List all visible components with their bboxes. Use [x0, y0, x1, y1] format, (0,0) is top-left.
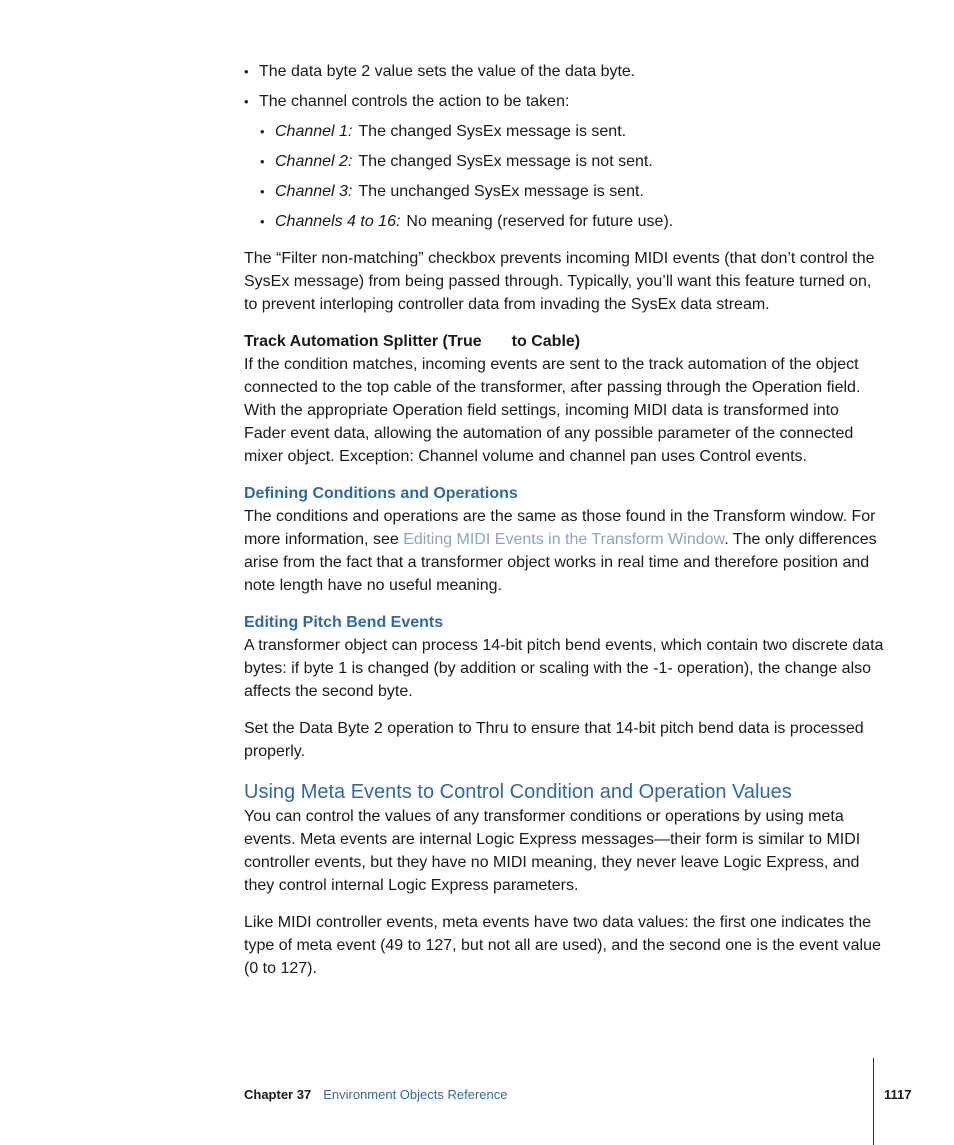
- page-body: [244, 60, 884, 980]
- track-automation-heading-part2: to Cable): [511, 333, 581, 350]
- channel-item: [260, 150, 884, 173]
- channel-item: [260, 210, 884, 233]
- bullet-channel-controls: • The channel controls the action to be taken:: [244, 90, 884, 113]
- meta-events-heading: Using Meta Events to Control Condition and Operation Values: [244, 781, 792, 803]
- meta-events-body-2: Like MIDI controller events, meta events have two data values: the first one indicates the type of meta event (49 to 127, but not all are used), and the second one is the event value (0 to 127).: [244, 914, 881, 977]
- pitch-bend-body-1: A transformer object can process 14-bit pitch bend events, which contain two discrete data bytes: if byte 1 is changed (by addition or scaling with the -1- operation), the change also affects the second byte.: [244, 637, 884, 700]
- pitch-bend-heading: Editing Pitch Bend Events: [244, 614, 444, 631]
- pitch-bend-body-2: Set the Data Byte 2 operation to Thru to ensure that 14-bit pitch bend data is processed properly.: [244, 720, 864, 760]
- footer-divider: [873, 1058, 874, 1145]
- channel-term: Channel 1:: [275, 123, 353, 140]
- channel-term: Channels 4 to 16:: [275, 213, 401, 230]
- channel-sub-list: [244, 120, 884, 233]
- filter-paragraph: The “Filter non-matching” checkbox prevents incoming MIDI events (that don’t control the SysEx message) from being passed through. Typically, you’ll want this feature turned on, to prevent interloping controller data from invading the SysEx data stream.: [244, 250, 875, 313]
- transform-window-link[interactable]: Editing MIDI Events in the Transform Window: [403, 531, 725, 548]
- defining-conditions-heading: Defining Conditions and Operations: [244, 485, 518, 502]
- channel-desc: The changed SysEx message is not sent.: [358, 153, 653, 170]
- channel-term: Channel 3:: [275, 183, 353, 200]
- channel-term: Channel 2:: [275, 153, 353, 170]
- page-footer: [244, 1086, 507, 1104]
- track-automation-body: If the condition matches, incoming events are sent to the track automation of the object connected to the top cable of the transformer, after passing through the Operation field. With the appropriate Operation field settings, incoming MIDI data is transformed into Fader event data, allowing the automation of any possible parameter of the connected mixer object. Exception: Channel volume and channel pan uses Control events.: [244, 356, 861, 465]
- defining-body-before: The conditions and operations are the same as those found in the Transform window. For more information, see: [244, 508, 876, 548]
- channel-desc: The unchanged SysEx message is sent.: [358, 183, 644, 200]
- bullet-data-byte-2: • The data byte 2 value sets the value of the data byte.: [244, 60, 884, 83]
- defining-body-after: . The only differences arise from the fact that a transformer object works in real time and therefore position and note length have no useful meaning.: [244, 531, 877, 594]
- track-automation-heading: [244, 330, 884, 353]
- channel-item: [260, 180, 884, 203]
- channel-desc: The changed SysEx message is sent.: [358, 123, 627, 140]
- channel-item: [260, 120, 884, 143]
- footer-chapter: Chapter 37: [244, 1087, 312, 1102]
- channel-desc: No meaning (reserved for future use).: [406, 213, 674, 230]
- page-number: 1117: [884, 1087, 912, 1102]
- meta-events-body-1: You can control the values of any transformer conditions or operations by using meta events. Meta events are internal Logic Express messages—their form is similar to MIDI controller events, but they have no MIDI meaning, they never leave Logic Express, and they control internal Logic Express parameters.: [244, 808, 861, 894]
- footer-chapter-title: Environment Objects Reference: [323, 1087, 508, 1102]
- track-automation-heading-part1: Track Automation Splitter (True: [244, 333, 482, 350]
- defining-conditions-body: [244, 505, 884, 597]
- bullet-list: [244, 60, 884, 113]
